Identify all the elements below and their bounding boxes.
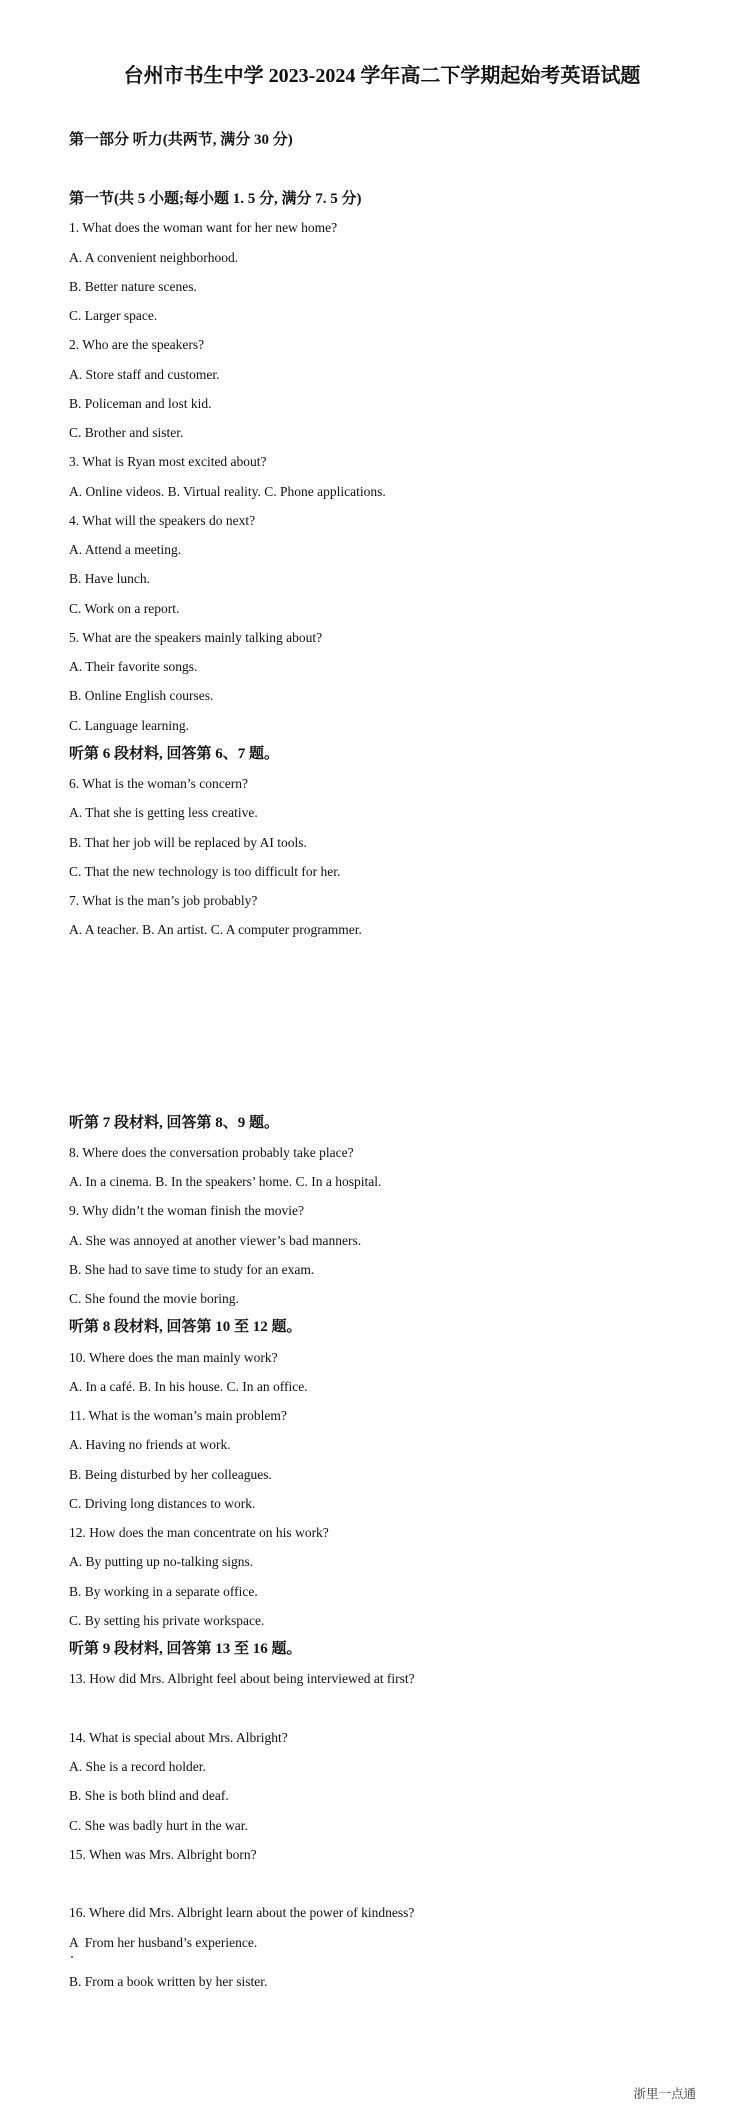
question-2-option-a: A. Store staff and customer. — [69, 366, 220, 382]
question-14-option-a: A. She is a record holder. — [69, 1759, 206, 1775]
questions-block-2 — [69, 1109, 709, 1957]
question-3-options: A. Online videos. B. Virtual reality. C. Phone applications. — [69, 483, 386, 499]
question-2-option-c: C. Brother and sister. — [69, 425, 184, 441]
question-16-option-a: A From her husband’s experience. — [69, 1934, 258, 1950]
question-1-stem: 1. What does the woman want for her new home? — [69, 220, 338, 236]
section-heading: 第一节(共 5 小题;每小题 1. 5 分, 满分 7. 5 分) — [69, 191, 362, 207]
passage-9-heading: 听第 9 段材料, 回答第 13 至 16 题。 — [69, 1641, 302, 1658]
part-heading: 第一部分 听力(共两节, 满分 30 分) — [69, 132, 293, 148]
stray-dot-mark — [71, 1956, 73, 1958]
passage-8-heading: 听第 8 段材料, 回答第 10 至 12 题。 — [69, 1319, 302, 1336]
question-9-option-a: A. She was annoyed at another viewer’s bad manners. — [69, 1232, 362, 1248]
question-4-option-c: C. Work on a report. — [69, 600, 180, 616]
exam-title: 台州市书生中学 2023-2024 学年高二下学期起始考英语试题 — [123, 65, 641, 87]
question-15-options — [69, 1869, 709, 1898]
question-1-option-c: C. Larger space. — [69, 308, 158, 324]
question-6-option-b: B. That her job will be replaced by AI tools. — [69, 834, 307, 850]
question-12-option-b: B. By working in a separate office. — [69, 1583, 258, 1599]
question-4-option-b: B. Have lunch. — [69, 571, 150, 587]
question-9-stem: 9. Why didn’t the woman finish the movie? — [69, 1203, 304, 1219]
question-1-option-a: A. A convenient neighborhood. — [69, 249, 239, 265]
question-10-options: A. In a café. B. In his house. C. In an office. — [69, 1378, 308, 1394]
question-1-option-b: B. Better nature scenes. — [69, 278, 197, 294]
question-11-stem: 11. What is the woman’s main problem? — [69, 1408, 287, 1424]
question-9-option-b: B. She had to save time to study for an exam. — [69, 1261, 315, 1277]
passage-7-heading: 听第 7 段材料, 回答第 8、9 题。 — [69, 1114, 280, 1131]
question-14-option-b: B. She is both blind and deaf. — [69, 1788, 229, 1804]
question-7-stem: 7. What is the man’s job probably? — [69, 893, 258, 909]
question-13-stem: 13. How did Mrs. Albright feel about being interviewed at first? — [69, 1671, 415, 1687]
question-16-stem: 16. Where did Mrs. Albright learn about the power of kindness? — [69, 1905, 415, 1921]
question-16-option-b-block — [69, 1967, 709, 1996]
question-11-option-b: B. Being disturbed by her colleagues. — [69, 1466, 272, 1482]
question-2-option-b: B. Policeman and lost kid. — [69, 395, 212, 411]
question-11-option-a: A. Having no friends at work. — [69, 1437, 231, 1453]
question-2-stem: 2. Who are the speakers? — [69, 337, 205, 353]
question-9-option-c: C. She found the movie boring. — [69, 1291, 239, 1307]
question-14-stem: 14. What is special about Mrs. Albright? — [69, 1729, 288, 1745]
question-3-stem: 3. What is Ryan most excited about? — [69, 454, 267, 470]
question-12-option-c: C. By setting his private workspace. — [69, 1612, 265, 1628]
question-13-options — [69, 1694, 709, 1723]
question-4-option-a: A. Attend a meeting. — [69, 542, 182, 558]
question-15-stem: 15. When was Mrs. Albright born? — [69, 1846, 257, 1862]
question-8-options: A. In a cinema. B. In the speakers’ home. C. In a hospital. — [69, 1174, 382, 1190]
question-12-option-a: A. By putting up no-talking signs. — [69, 1554, 254, 1570]
question-5-option-c: C. Language learning. — [69, 717, 189, 733]
question-16-option-b: B. From a book written by her sister. — [69, 1974, 268, 1990]
question-10-stem: 10. Where does the man mainly work? — [69, 1349, 278, 1365]
question-5-option-a: A. Their favorite songs. — [69, 659, 198, 675]
passage-6-heading: 听第 6 段材料, 回答第 6、7 题。 — [69, 745, 280, 762]
question-6-stem: 6. What is the woman’s concern? — [69, 776, 248, 792]
footer-watermark: 浙里一点通 — [633, 2087, 696, 2101]
question-12-stem: 12. How does the man concentrate on his work? — [69, 1525, 329, 1541]
question-5-stem: 5. What are the speakers mainly talking about? — [69, 629, 323, 645]
question-5-option-b: B. Online English courses. — [69, 688, 214, 704]
question-8-stem: 8. Where does the conversation probably take place? — [69, 1144, 354, 1160]
question-14-option-c: C. She was badly hurt in the war. — [69, 1817, 248, 1833]
question-4-stem: 4. What will the speakers do next? — [69, 512, 256, 528]
question-11-option-c: C. Driving long distances to work. — [69, 1495, 256, 1511]
question-6-option-c: C. That the new technology is too difficult for her. — [69, 863, 341, 879]
question-7-options: A. A teacher. B. An artist. C. A computer programmer. — [69, 922, 362, 938]
questions-block-1 — [69, 213, 709, 944]
question-6-option-a: A. That she is getting less creative. — [69, 805, 258, 821]
